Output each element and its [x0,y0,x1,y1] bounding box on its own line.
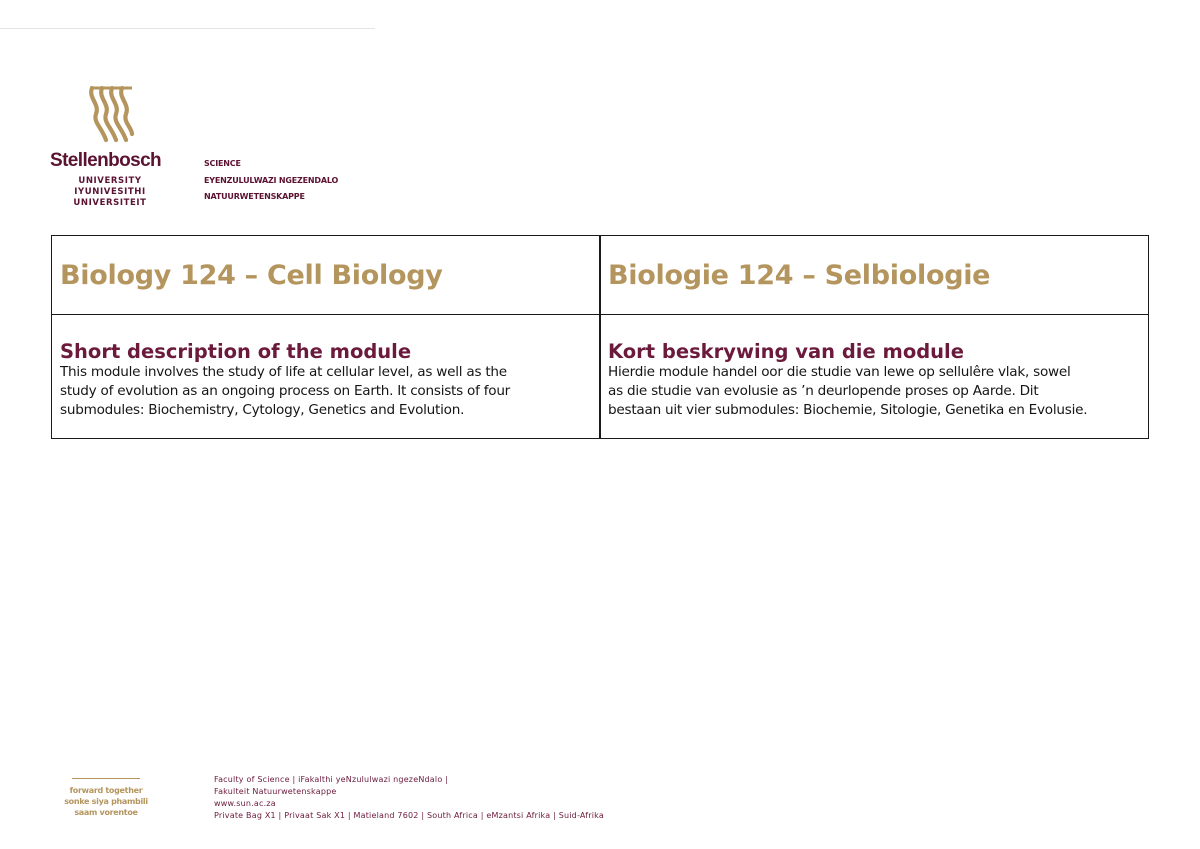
description-text-afrikaans [608,363,1138,420]
logo-line-xhosa: IYUNIVESITHI [74,187,146,197]
university-logo [50,84,170,210]
tagline-xhosa: sonke siya phambili [64,797,148,806]
footer-website-link[interactable]: www.sun.ac.za [214,799,276,808]
description-heading-english: Short description of the module [60,340,412,363]
description-line: submodules: Biochemistry, Cytology, Genetics and Evolution. [60,402,465,418]
description-line: bestaan uit vier submodules: Biochemie, Sitologie, Genetika en Evolusie. [608,402,1088,418]
tagline-afrikaans: saam vorentoe [74,808,138,817]
tagline-english: forward together [69,786,143,795]
module-description-afrikaans [608,340,1138,420]
faculty-name-xhosa: EYENZULULWAZI NGEZENDALO [204,176,339,185]
stellenbosch-crest-icon [86,84,136,146]
faculty-name-afrikaans: NATUURWETENSKAPPE [204,192,305,201]
module-description-english [60,340,590,420]
description-line: as die studie van evolusie as ’n deurlopende proses op Aarde. Dit [608,383,1039,399]
footer-contact-info [214,774,604,822]
description-line: study of evolution as an ongoing process on Earth. It consists of four [60,383,511,399]
faculty-name-english: SCIENCE [204,159,241,168]
footer-tagline [64,778,148,818]
footer-faculty-afrikaans: Fakulteit Natuurwetenskappe [214,787,337,796]
logo-wordmark: Stellenbosch [50,150,162,171]
description-line: Hierdie module handel oor die studie van lewe op sellulêre vlak, sowel [608,364,1071,380]
footer-faculty-line: Faculty of Science | iFakalthi yeNzululwazi ngezeNdalo | [214,775,449,784]
tagline-rule [72,778,140,779]
table-column-divider [599,236,601,438]
module-title-afrikaans: Biologie 124 – Selbiologie [608,260,991,291]
module-table [51,235,1149,439]
description-line: This module involves the study of life at cellular level, as well as the [60,364,507,380]
footer-address: Private Bag X1 | Privaat Sak X1 | Matieland 7602 | South Africa | eMzantsi Afrika | Suid-Afrika [214,811,604,820]
table-row-divider [52,314,1148,315]
header-rule [0,28,375,29]
module-title-english: Biology 124 – Cell Biology [60,260,443,291]
description-text-english [60,363,590,420]
logo-line-afrikaans: UNIVERSITEIT [73,198,147,208]
description-heading-afrikaans: Kort beskrywing van die module [608,340,964,363]
logo-line-english: UNIVERSITY [78,176,142,186]
